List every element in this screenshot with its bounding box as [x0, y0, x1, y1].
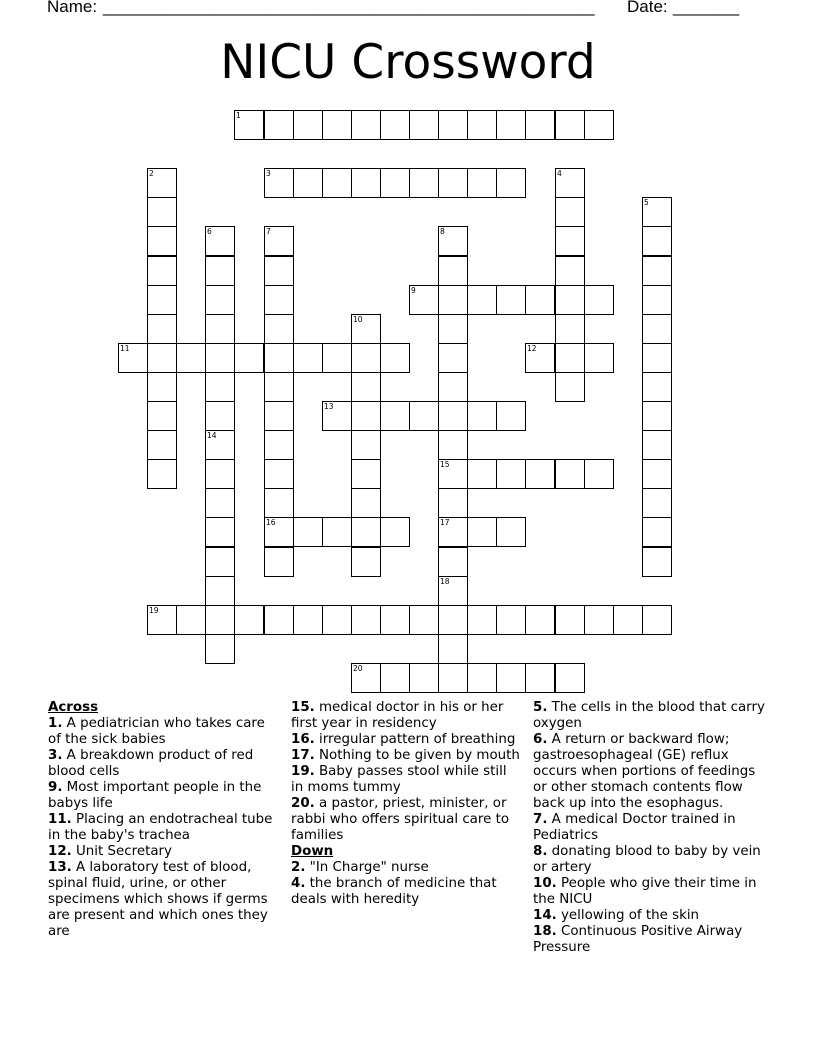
grid-cell[interactable]	[555, 197, 585, 227]
grid-cell[interactable]	[467, 168, 497, 198]
clue-down-5: 5. The cells in the blood that carry oxygen	[533, 700, 765, 731]
clue-down-18: 18. Continuous Positive Airway Pressure	[533, 924, 743, 955]
grid-cell[interactable]	[380, 343, 410, 373]
grid-cell[interactable]	[351, 430, 381, 460]
grid-cell[interactable]	[496, 605, 526, 635]
clues-column-3	[533, 700, 769, 956]
clue-down-10: 10. People who give their time in the NICU	[533, 876, 757, 907]
grid-cell[interactable]	[555, 110, 585, 140]
grid-cell[interactable]	[234, 605, 264, 635]
grid-cell[interactable]	[351, 343, 381, 373]
clue-number: 4	[557, 169, 562, 178]
grid-cell[interactable]	[496, 517, 526, 547]
grid-cell[interactable]	[438, 226, 468, 256]
grid-cell[interactable]	[205, 488, 235, 518]
grid-cell[interactable]	[351, 401, 381, 431]
clue-across-17: 17. Nothing to be given by mouth	[291, 748, 520, 763]
grid-cell[interactable]	[467, 663, 497, 693]
clue-number: 9	[411, 286, 416, 295]
clue-across-9: 9. Most important people in the babys life	[48, 780, 262, 811]
grid-cell[interactable]	[642, 372, 672, 402]
grid-cell[interactable]	[525, 285, 555, 315]
grid-cell[interactable]	[496, 459, 526, 489]
grid-cell[interactable]	[322, 343, 352, 373]
clue-number: 10	[353, 315, 363, 324]
date-label: Date:	[627, 0, 668, 16]
grid-cell[interactable]	[264, 314, 294, 344]
clue-down-2: 2. "In Charge" nurse	[291, 860, 429, 875]
grid-cell[interactable]	[147, 605, 177, 635]
grid-cell[interactable]	[118, 343, 148, 373]
grid-cell[interactable]	[176, 605, 206, 635]
grid-cell[interactable]	[438, 256, 468, 286]
grid-cell[interactable]	[555, 459, 585, 489]
grid-cell[interactable]	[642, 256, 672, 286]
clue-across-11: 11. Placing an endotracheal tube in the baby's trachea	[48, 812, 273, 843]
grid-cell[interactable]	[525, 459, 555, 489]
clue-number: 5	[644, 198, 649, 207]
clue-number: 15	[440, 460, 450, 469]
grid-cell[interactable]	[147, 430, 177, 460]
grid-cell[interactable]	[351, 314, 381, 344]
grid-cell[interactable]	[205, 517, 235, 547]
grid-cell[interactable]	[438, 168, 468, 198]
grid-cell[interactable]	[438, 430, 468, 460]
grid-cell[interactable]	[351, 110, 381, 140]
grid-cell[interactable]	[409, 285, 439, 315]
grid-cell[interactable]	[496, 168, 526, 198]
clue-number: 1	[236, 111, 241, 120]
grid-cell[interactable]	[642, 314, 672, 344]
grid-cell[interactable]	[264, 168, 294, 198]
grid-cell[interactable]	[642, 226, 672, 256]
grid-cell[interactable]	[555, 605, 585, 635]
grid-cell[interactable]	[205, 372, 235, 402]
grid-cell[interactable]	[467, 459, 497, 489]
grid-cell[interactable]	[351, 372, 381, 402]
clue-number: 14	[207, 431, 217, 440]
grid-cell[interactable]	[264, 226, 294, 256]
grid-cell[interactable]	[642, 285, 672, 315]
grid-cell[interactable]	[613, 605, 643, 635]
grid-cell[interactable]	[525, 663, 555, 693]
grid-cell[interactable]	[205, 285, 235, 315]
grid-cell[interactable]	[380, 605, 410, 635]
clue-number: 6	[207, 227, 212, 236]
grid-cell[interactable]	[438, 517, 468, 547]
clue-across-20: 20. a pastor, priest, minister, or rabbi who offers spiritual care to families	[291, 796, 510, 843]
grid-cell[interactable]	[380, 663, 410, 693]
clue-across-1: 1. A pediatrician who takes care of the sick babies	[48, 716, 265, 747]
grid-cell[interactable]	[351, 605, 381, 635]
grid-cell[interactable]	[555, 226, 585, 256]
grid-cell[interactable]	[584, 343, 614, 373]
grid-cell[interactable]	[525, 605, 555, 635]
grid-cell[interactable]	[438, 343, 468, 373]
grid-cell[interactable]	[234, 110, 264, 140]
grid-cell[interactable]	[147, 314, 177, 344]
clue-number: 8	[440, 227, 445, 236]
grid-cell[interactable]	[467, 110, 497, 140]
clue-number: 20	[353, 664, 363, 673]
grid-cell[interactable]	[264, 285, 294, 315]
grid-cell[interactable]	[264, 517, 294, 547]
grid-cell[interactable]	[642, 488, 672, 518]
grid-cell[interactable]	[438, 459, 468, 489]
grid-cell[interactable]	[467, 285, 497, 315]
grid-cell[interactable]	[205, 256, 235, 286]
grid-cell[interactable]	[555, 168, 585, 198]
page-title: NICU Crossword	[220, 35, 596, 90]
grid-cell[interactable]	[293, 605, 323, 635]
grid-cell[interactable]	[555, 663, 585, 693]
grid-cell[interactable]	[264, 256, 294, 286]
clues-column-2	[291, 700, 523, 908]
grid-cell[interactable]	[642, 459, 672, 489]
grid-cell[interactable]	[525, 343, 555, 373]
grid-cell[interactable]	[584, 459, 614, 489]
grid-cell[interactable]	[264, 110, 294, 140]
grid-cell[interactable]	[264, 372, 294, 402]
grid-cell[interactable]	[322, 605, 352, 635]
grid-cell[interactable]	[496, 110, 526, 140]
grid-cell[interactable]	[205, 605, 235, 635]
clue-across-13: 13. A laboratory test of blood, spinal fluid, urine, or other specimens which shows if germs are present and which ones they are	[48, 860, 268, 939]
grid-cell[interactable]	[293, 110, 323, 140]
grid-cell[interactable]	[642, 547, 672, 577]
grid-cell[interactable]	[467, 517, 497, 547]
grid-cell[interactable]	[642, 401, 672, 431]
grid-cell[interactable]	[205, 401, 235, 431]
grid-cell[interactable]	[176, 343, 206, 373]
grid-cell[interactable]	[409, 663, 439, 693]
clue-across-19: 19. Baby passes stool while still in moms tummy	[291, 764, 507, 795]
grid-cell[interactable]	[351, 168, 381, 198]
clue-down-14: 14. yellowing of the skin	[533, 908, 700, 923]
grid-cell[interactable]	[264, 459, 294, 489]
grid-cell[interactable]	[642, 197, 672, 227]
clue-number: 18	[440, 577, 450, 586]
grid-cell[interactable]	[351, 517, 381, 547]
grid-cell[interactable]	[147, 372, 177, 402]
grid-cell[interactable]	[351, 488, 381, 518]
grid-cell[interactable]	[496, 285, 526, 315]
grid-cell[interactable]	[555, 314, 585, 344]
grid-cell[interactable]	[264, 401, 294, 431]
grid-cell[interactable]	[438, 634, 468, 664]
grid-cell[interactable]	[380, 401, 410, 431]
grid-cell[interactable]	[322, 168, 352, 198]
grid-cell[interactable]	[555, 285, 585, 315]
grid-cell[interactable]	[438, 372, 468, 402]
grid-cell[interactable]	[322, 401, 352, 431]
grid-cell[interactable]	[584, 285, 614, 315]
grid-cell[interactable]	[205, 547, 235, 577]
clue-across-15: 15. medical doctor in his or her first year in residency	[291, 700, 504, 731]
grid-cell[interactable]	[584, 110, 614, 140]
grid-cell[interactable]	[642, 430, 672, 460]
grid-cell[interactable]	[380, 168, 410, 198]
name-label: Name:	[47, 0, 98, 16]
grid-cell[interactable]	[409, 401, 439, 431]
clue-number: 19	[149, 606, 159, 615]
grid-cell[interactable]	[264, 547, 294, 577]
grid-cell[interactable]	[205, 634, 235, 664]
grid-cell[interactable]	[555, 256, 585, 286]
date-blank[interactable]: _______	[673, 0, 740, 16]
grid-cell[interactable]	[147, 168, 177, 198]
grid-cell[interactable]	[147, 343, 177, 373]
grid-cell[interactable]	[380, 110, 410, 140]
grid-cell[interactable]	[496, 663, 526, 693]
grid-cell[interactable]	[438, 488, 468, 518]
grid-cell[interactable]	[293, 517, 323, 547]
clue-across-3: 3. A breakdown product of red blood cells	[48, 748, 254, 779]
grid-cell[interactable]	[438, 401, 468, 431]
grid-cell[interactable]	[351, 459, 381, 489]
grid-cell[interactable]	[409, 110, 439, 140]
grid-cell[interactable]	[467, 401, 497, 431]
grid-cell[interactable]	[642, 605, 672, 635]
clues-column-1	[48, 700, 280, 940]
grid-cell[interactable]	[438, 314, 468, 344]
grid-cell[interactable]	[147, 285, 177, 315]
clue-number: 2	[149, 169, 154, 178]
grid-cell[interactable]	[205, 343, 235, 373]
clue-number: 17	[440, 518, 450, 527]
clue-number: 12	[527, 344, 537, 353]
grid-cell[interactable]	[264, 430, 294, 460]
grid-cell[interactable]	[234, 343, 264, 373]
grid-cell[interactable]	[409, 168, 439, 198]
grid-cell[interactable]	[555, 343, 585, 373]
grid-cell[interactable]	[147, 401, 177, 431]
grid-cell[interactable]	[642, 343, 672, 373]
grid-cell[interactable]	[438, 663, 468, 693]
grid-cell[interactable]	[642, 517, 672, 547]
clue-number: 13	[324, 402, 334, 411]
clue-number: 11	[120, 344, 130, 353]
clue-number: 16	[266, 518, 276, 527]
grid-cell[interactable]	[351, 547, 381, 577]
grid-cell[interactable]	[147, 197, 177, 227]
grid-cell[interactable]	[147, 256, 177, 286]
grid-cell[interactable]	[322, 110, 352, 140]
grid-cell[interactable]	[438, 605, 468, 635]
clue-across-12: 12. Unit Secretary	[48, 844, 172, 859]
grid-cell[interactable]	[496, 401, 526, 431]
grid-cell[interactable]	[205, 226, 235, 256]
grid-cell[interactable]	[438, 547, 468, 577]
grid-cell[interactable]	[264, 488, 294, 518]
grid-cell[interactable]	[351, 663, 381, 693]
grid-cell[interactable]	[147, 459, 177, 489]
down-heading: Down	[291, 844, 334, 859]
grid-cell[interactable]	[147, 226, 177, 256]
name-blank[interactable]: ____________________________________________________	[103, 0, 595, 16]
grid-cell[interactable]	[293, 343, 323, 373]
grid-cell[interactable]	[438, 110, 468, 140]
grid-cell[interactable]	[264, 605, 294, 635]
clue-across-16: 16. irregular pattern of breathing	[291, 732, 516, 747]
grid-cell[interactable]	[380, 517, 410, 547]
grid-cell[interactable]	[322, 517, 352, 547]
across-heading: Across	[48, 700, 99, 715]
grid-cell[interactable]	[525, 110, 555, 140]
grid-cell[interactable]	[438, 576, 468, 606]
grid-cell[interactable]	[205, 314, 235, 344]
clue-number: 3	[266, 169, 271, 178]
clue-down-7: 7. A medical Doctor trained in Pediatrics	[533, 812, 736, 843]
grid-cell[interactable]	[264, 343, 294, 373]
clue-down-4: 4. the branch of medicine that deals with heredity	[291, 876, 497, 907]
grid-cell[interactable]	[205, 459, 235, 489]
grid-cell[interactable]	[467, 605, 497, 635]
grid-cell[interactable]	[555, 372, 585, 402]
grid-cell[interactable]	[205, 576, 235, 606]
grid-cell[interactable]	[584, 605, 614, 635]
clue-down-6: 6. A return or backward flow; gastroesophageal (GE) reflux occurs when portions of feedings or other stomach contents flow back up into the esophagus.	[533, 732, 756, 811]
clue-number: 7	[266, 227, 271, 236]
grid-cell[interactable]	[205, 430, 235, 460]
clue-down-8: 8. donating blood to baby by vein or artery	[533, 844, 761, 875]
grid-cell[interactable]	[438, 285, 468, 315]
grid-cell[interactable]	[293, 168, 323, 198]
grid-cell[interactable]	[409, 605, 439, 635]
